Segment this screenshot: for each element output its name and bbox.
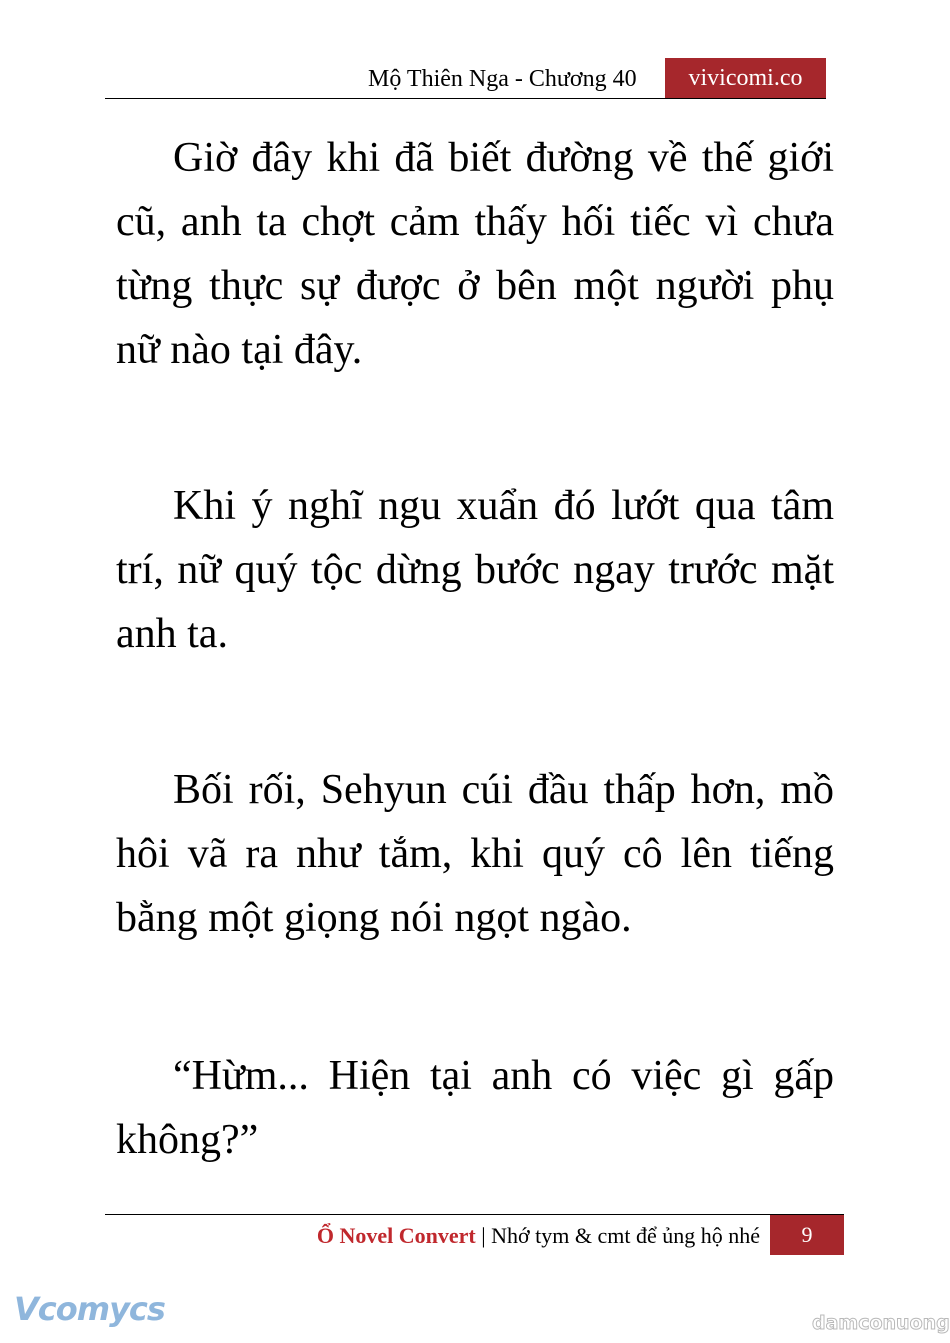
page-number: 9	[770, 1215, 844, 1255]
footer-divider	[105, 1214, 844, 1215]
watermark-logo-left: Vcomycs	[14, 1290, 165, 1328]
paragraph: “Hừm... Hiện tại anh có việc gì gấp không?”	[116, 1053, 834, 1163]
header-divider	[105, 98, 826, 99]
paragraph: Khi ý nghĩ ngu xuẩn đó lướt qua tâm trí, nữ quý tộc dừng bước ngay trước mặt anh ta.	[116, 483, 834, 657]
chapter-title: Mộ Thiên Nga - Chương 40	[368, 66, 637, 92]
footer-text	[160, 1221, 760, 1251]
paragraph: Bối rối, Sehyun cúi đầu thấp hơn, mồ hôi vã ra như tắm, khi quý cô lên tiếng bằng một giọng nói ngọt ngào.	[116, 767, 834, 941]
footer-message: Nhớ tym & cmt để ủng hộ nhé	[491, 1223, 760, 1248]
paragraph: Giờ đây khi đã biết đường về thế giới cũ, anh ta chợt cảm thấy hối tiếc vì chưa từng thực sự được ở bên một người phụ nữ nào tại đây.	[116, 135, 834, 373]
watermark-logo-right: damconuong	[812, 1312, 950, 1334]
footer-brand: Ổ Novel Convert	[316, 1223, 476, 1248]
footer-separator: |	[475, 1223, 492, 1248]
site-badge: vivicomi.co	[665, 58, 826, 98]
